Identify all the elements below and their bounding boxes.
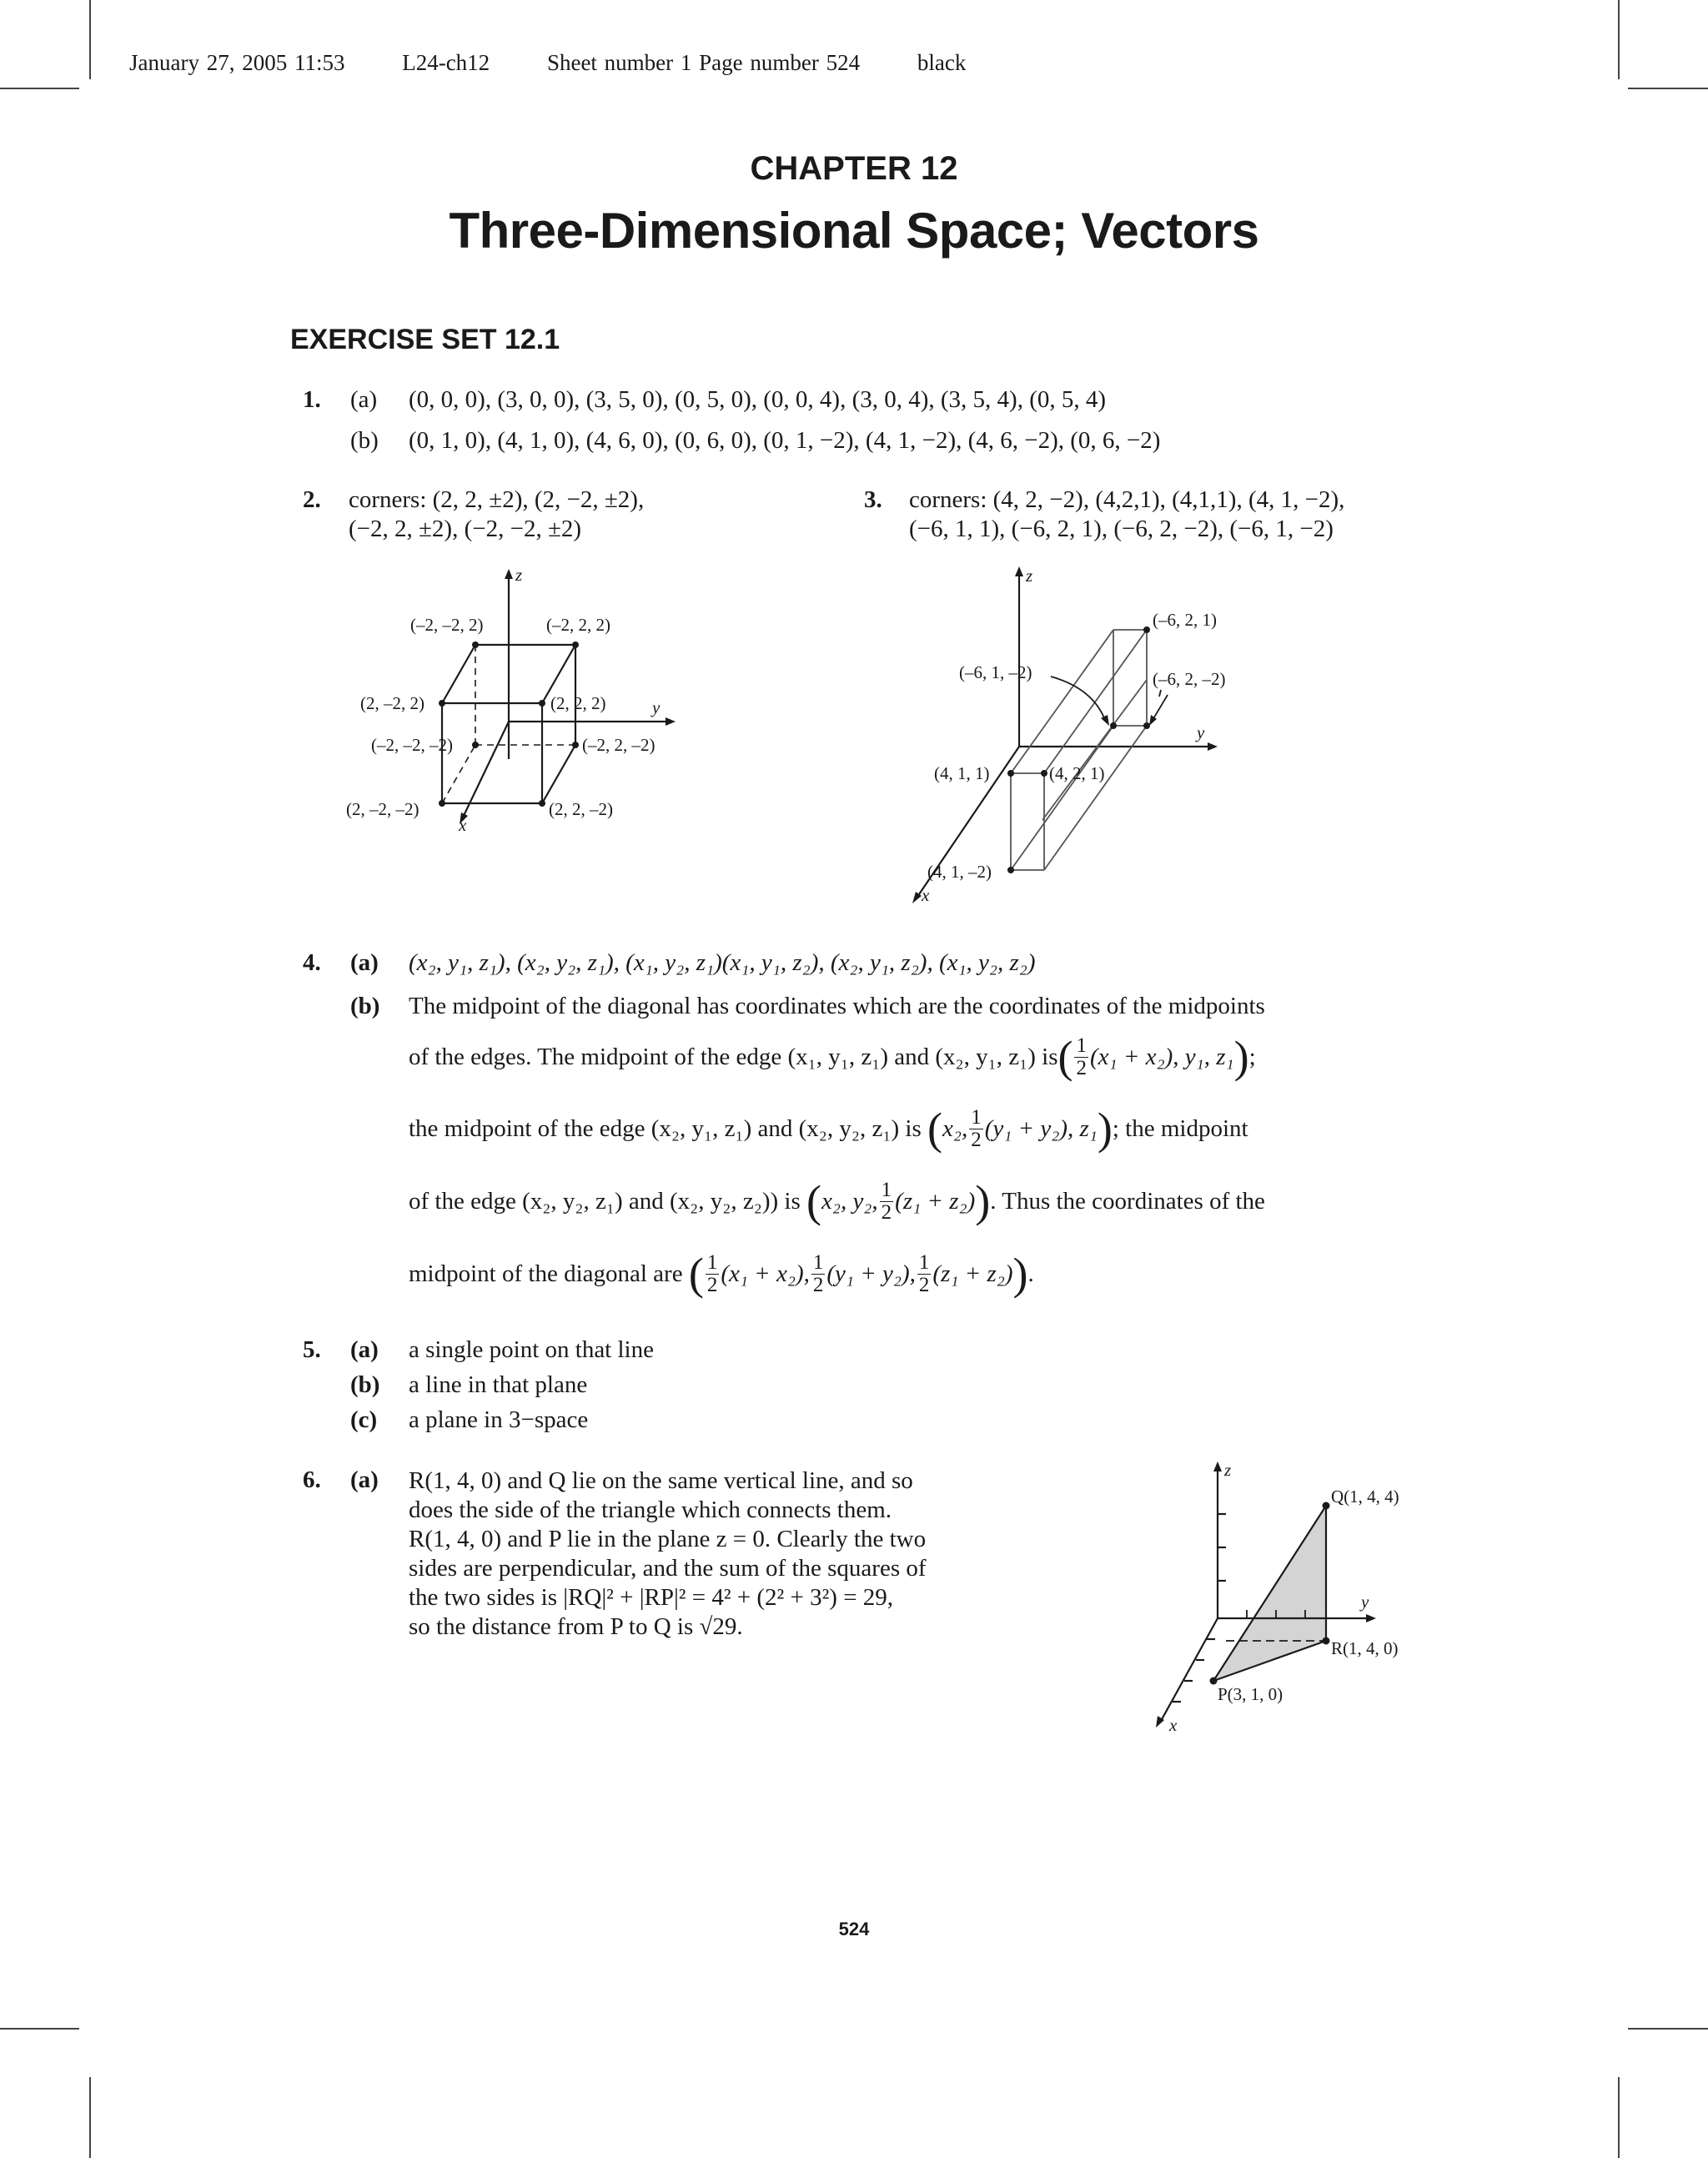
- cube-figure: [342, 567, 692, 851]
- axis-label: z: [515, 567, 523, 585]
- text-line: R(1, 4, 0) and P lie in the plane z = 0. Clearly the two: [409, 1526, 927, 1552]
- point-label: (–2, 2, –2): [582, 735, 656, 755]
- text-run: of the edges. The midpoint of the edge (x₁, y₁, z₁) and (x₂, y₁, z₁) is: [409, 1043, 1058, 1070]
- paren-close: ): [1097, 1104, 1113, 1154]
- exercise-2-line1: corners: (2, 2, ±2), (2, −2, ±2),: [349, 486, 645, 513]
- exercise-4-b-line5: [409, 1245, 1034, 1303]
- point-label: (–2, –2, 2): [410, 615, 484, 635]
- math-expression: x₂,: [942, 1114, 968, 1142]
- axis-label: x: [1169, 1715, 1178, 1735]
- exercise-number: 3.: [864, 486, 882, 513]
- point-label: (4, 2, 1): [1049, 763, 1105, 783]
- text-run: ; the midpoint: [1112, 1114, 1248, 1142]
- exercise-1-a: [303, 386, 321, 414]
- print-header: [129, 50, 1016, 76]
- fraction-half: $\frac{1}{2}$: [971, 1105, 982, 1151]
- text-run: ;: [1248, 1043, 1256, 1070]
- exercise-number: 6.: [303, 1466, 321, 1493]
- point-label: (–2, –2, –2): [371, 735, 453, 755]
- point-label: (4, 1, –2): [927, 862, 992, 882]
- fraction-half: $\frac{1}{2}$: [918, 1250, 930, 1296]
- triangle-figure: [1143, 1456, 1426, 1739]
- chapter-label: CHAPTER 12: [750, 150, 958, 187]
- math-expression: (x₁ + x₂), y₁, z₁: [1089, 1043, 1234, 1070]
- axis-label: x: [922, 885, 930, 905]
- paren-close: ): [1012, 1249, 1028, 1299]
- axis-label: x: [459, 815, 467, 835]
- text-line: does the side of the triangle which connects them.: [409, 1497, 892, 1523]
- text-line: so the distance from P to Q is √29.: [409, 1613, 743, 1640]
- axis-label: z: [1026, 566, 1033, 586]
- text-line: R(1, 4, 0) and Q lie on the same vertical line, and so: [409, 1467, 913, 1494]
- exercise-number: 5.: [303, 1336, 321, 1363]
- header-file: L24-ch12: [402, 50, 490, 75]
- header-date: January 27, 2005 11:53: [129, 50, 345, 75]
- text-run: of the edge (x₂, y₂, z₁) and (x₂, y₂, z₂)) is: [409, 1187, 801, 1215]
- crop-mark: [1628, 88, 1708, 89]
- point-label: (–2, 2, 2): [546, 615, 610, 635]
- exercise-4-b-line3: [409, 1099, 1248, 1158]
- exercise-5-c-text: a plane in 3−space: [409, 1406, 589, 1433]
- exercise-1-a-label: (a): [350, 386, 378, 413]
- paren-open: (: [688, 1249, 704, 1299]
- text-run: .: [1027, 1260, 1034, 1287]
- exercise-5-b-text: a line in that plane: [409, 1371, 588, 1398]
- fraction-half: $\frac{1}{2}$: [881, 1178, 892, 1224]
- box-figure: [901, 563, 1318, 913]
- text-line: sides are perpendicular, and the sum of the squares of: [409, 1555, 927, 1582]
- exercise-1-b-label: (b): [350, 427, 379, 454]
- exercise-5-c-label: (c): [350, 1406, 378, 1433]
- axis-label: y: [1361, 1592, 1369, 1612]
- crop-mark: [1618, 0, 1620, 79]
- point-label: Q(1, 4, 4): [1331, 1486, 1399, 1507]
- crop-mark: [89, 0, 91, 79]
- math-expression: x₂, y₂,: [821, 1187, 878, 1215]
- header-sheet: Sheet number 1 Page number 524: [546, 50, 861, 75]
- fraction-half: $\frac{1}{2}$: [706, 1250, 718, 1296]
- point-label: R(1, 4, 0): [1331, 1638, 1399, 1658]
- exercise-4-a-label: (a): [350, 949, 379, 976]
- math-expression: (z₁ + z₂): [932, 1260, 1013, 1287]
- crop-mark: [0, 2028, 79, 2030]
- text-run: . Thus the coordinates of the: [990, 1187, 1265, 1215]
- point-label: (–6, 2, 1): [1153, 610, 1217, 630]
- point-label: (–6, 2, –2): [1153, 669, 1226, 689]
- exercise-1-a-text: (0, 0, 0), (3, 0, 0), (3, 5, 0), (0, 5, 0), (0, 0, 4), (3, 0, 4), (3, 5, 4), (0, 5, 4): [409, 386, 1107, 413]
- exercise-4-b-line2: [409, 1028, 1256, 1086]
- text-line: the two sides is |RQ|² + |RP|² = 4² + (2² + 3²) = 29,: [409, 1584, 894, 1611]
- exercise-2-line2: (−2, 2, ±2), (−2, −2, ±2): [349, 516, 582, 542]
- crop-mark: [0, 88, 79, 89]
- exercise-number: 2.: [303, 486, 321, 513]
- fraction-half: $\frac{1}{2}$: [1076, 1034, 1087, 1079]
- exercise-6-a-text: [409, 1466, 1001, 1642]
- exercise-3-line1: corners: (4, 2, −2), (4,2,1), (4,1,1), (4, 1, −2),: [909, 486, 1345, 513]
- exercise-4-b-line1: The midpoint of the diagonal has coordinates which are the coordinates of the midpoints: [409, 993, 1265, 1019]
- text-run: midpoint of the diagonal are: [409, 1260, 683, 1287]
- paren-close: ): [1233, 1032, 1249, 1082]
- exercise-set-title: EXERCISE SET 12.1: [290, 324, 560, 355]
- point-label: (–6, 1, –2): [959, 662, 1032, 682]
- point-label: P(3, 1, 0): [1218, 1684, 1284, 1704]
- exercise-number: 1.: [303, 386, 321, 413]
- chapter-title: Three-Dimensional Space; Vectors: [449, 203, 1259, 259]
- point-label: (4, 1, 1): [934, 763, 990, 783]
- math-expression: (z₁ + z₂): [895, 1187, 976, 1215]
- point-label: (2, –2, –2): [346, 799, 419, 819]
- crop-mark: [1628, 2028, 1708, 2030]
- axis-label: y: [652, 697, 661, 717]
- point-label: (2, 2, 2): [550, 693, 606, 713]
- exercise-5-a-label: (a): [350, 1336, 379, 1363]
- math-expression: (y₁ + y₂), z₁: [984, 1114, 1098, 1142]
- math-expression: (y₁ + y₂),: [826, 1260, 916, 1287]
- exercise-3-line2: (−6, 1, 1), (−6, 2, 1), (−6, 2, −2), (−6, 1, −2): [909, 516, 1334, 542]
- point-label: (2, 2, –2): [549, 799, 613, 819]
- crop-mark: [89, 2077, 91, 2158]
- exercise-number: 4.: [303, 949, 321, 976]
- point-label: (2, –2, 2): [360, 693, 424, 713]
- page-number: 524: [838, 1919, 870, 1939]
- crop-mark: [1618, 2077, 1620, 2158]
- text-run: the midpoint of the edge (x₂, y₁, z₁) and (x₂, y₂, z₁) is: [409, 1114, 922, 1142]
- exercise-4-b-label: (b): [350, 993, 380, 1019]
- exercise-4-b-line4: [409, 1172, 1265, 1230]
- axis-label: y: [1197, 722, 1205, 742]
- exercise-5-a-text: a single point on that line: [409, 1336, 654, 1363]
- paren-close: ): [975, 1176, 991, 1226]
- exercise-5-b-label: (b): [350, 1371, 380, 1398]
- fraction-half: $\frac{1}{2}$: [812, 1250, 824, 1296]
- paren-open: (: [1057, 1032, 1073, 1082]
- exercise-4-a-text: (x₂, y₁, z₁), (x₂, y₂, z₁), (x₁, y₂, z₁)(x₁, y₁, z₂), (x₂, y₁, z₂), (x₁, y₂, z₂): [409, 949, 1036, 976]
- paren-open: (: [927, 1104, 942, 1154]
- exercise-6-a-label: (a): [350, 1466, 379, 1493]
- exercise-1-b-text: (0, 1, 0), (4, 1, 0), (4, 6, 0), (0, 6, 0), (0, 1, −2), (4, 1, −2), (4, 6, −2), (0, 6, −2): [409, 427, 1161, 454]
- paren-open: (: [806, 1176, 821, 1226]
- math-expression: (x₁ + x₂),: [721, 1260, 810, 1287]
- header-color: black: [917, 50, 967, 75]
- axis-label: z: [1224, 1460, 1232, 1480]
